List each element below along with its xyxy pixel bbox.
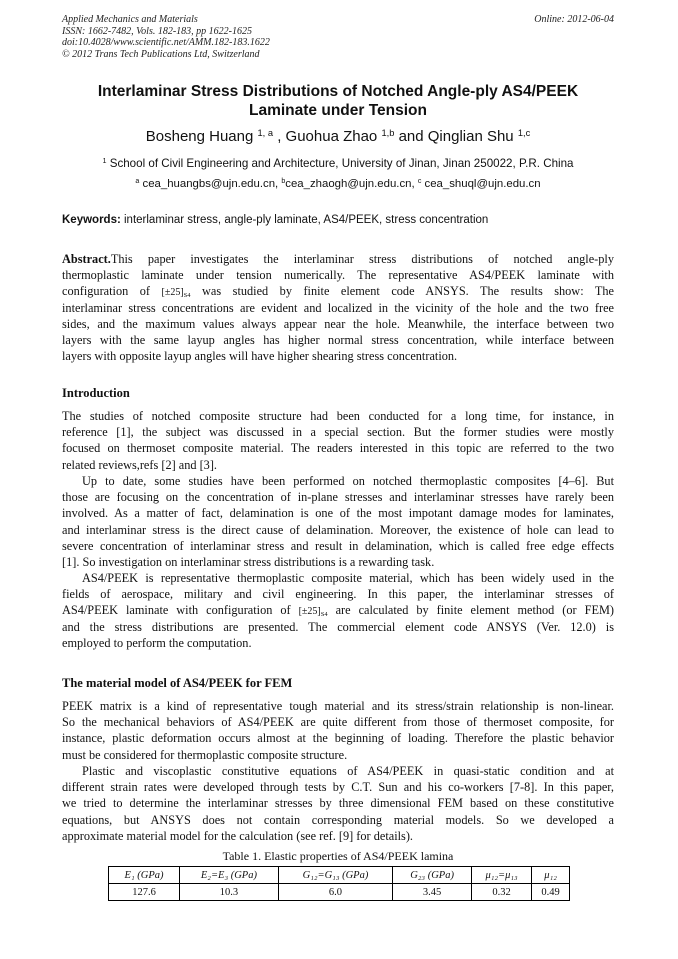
keywords-label: Keywords: [62, 214, 121, 226]
text-line: AS4/PEEK is representative thermoplastic composite material, which has been widely used in the [82, 571, 614, 585]
keywords-text: interlaminar stress, angle-ply laminate, AS4/PEEK, stress concentration [120, 214, 489, 226]
text-line: and the stress distributions are presented. The commercial element code ANSYS (Ver. 12.0) is [62, 619, 614, 634]
intro-paragraph-1 [62, 408, 614, 473]
affiliation-mark: 1 [102, 156, 107, 166]
table-cell: 0.32 [471, 884, 531, 901]
text-line: The studies of notched composite structure had been conducted for a long time, for instance, in [62, 409, 614, 423]
text-line: involved. As a matter of fact, delamination is one of the most impotant damage modes for laminates, [62, 506, 614, 521]
abstract-line: sides, and the maximum values always appear near the hole. Meanwhile, the interface between two [62, 316, 614, 331]
text-line: [1]. So investigation on interlaminar stress distributions is a rewarding task. [62, 554, 435, 569]
email-mark: a [135, 178, 140, 186]
email-mark: b [281, 178, 286, 186]
text-line: those are focusing on the concentration of in-plane stresses and interlaminar stresses have rarely been [62, 490, 614, 505]
abstract-line: layers with opposite layup angles will have higher shearing stress concentration. [62, 349, 458, 364]
email-mark: c [417, 178, 422, 186]
author-name: Bosheng Huang [145, 128, 254, 145]
text-line: PEEK matrix is a kind of representative tough material and its stress/strain relationship is non-linear. [62, 699, 614, 713]
abstract-line: Abstract.This paper investigates the interlaminar stress distributions of notched angle-ply [62, 252, 614, 266]
table-header-cell: μ₁₂=μ₁₃ [471, 867, 531, 884]
intro-paragraph-2 [62, 473, 614, 570]
intro-paragraph-3 [62, 570, 614, 651]
table-header-cell: E₂=E₃ (GPa) [180, 867, 279, 884]
text-line: different strain rates were developed through tests by C.T. Sun and his co-workers [7-8]. In this paper, [62, 780, 614, 795]
doi-line: doi:10.4028/www.scientific.net/AMM.182-183.1622 [62, 37, 270, 49]
text-line: approximate material model for the calculation (see ref. [9] for details). [62, 828, 413, 843]
section-heading-introduction: Introduction [62, 386, 130, 400]
issn-line: ISSN: 1662-7482, Vols. 182-183, pp 1622-1625 [62, 25, 252, 37]
text-line: fields of aerospace, military and civil engineering. In this paper, the interlaminar stresses of [62, 587, 614, 602]
table-header-cell: G₁₂=G₁₃ (GPa) [278, 867, 392, 884]
author-list [62, 128, 614, 146]
material-paragraph-2 [62, 763, 614, 844]
abstract-line: interlaminar stress concentrations are evident and localized in the vicinity of the hole and the two free [62, 300, 614, 315]
author-name: and Qinglian Shu [398, 128, 514, 145]
text-line: related reviews,refs [2] and [3]. [62, 457, 218, 472]
text-line: we tried to determine the interlaminar stresses by three dimensional FEM based on these constitutive [62, 796, 614, 811]
layup-notation: $[\pm 25]_{S4}$ [161, 287, 191, 300]
table-caption: Table 1. Elastic properties of AS4/PEEK lamina [222, 849, 454, 863]
text-line: instance, plastic deformation occurs almost at the beginning of loading. Therefore the plastic behavior [62, 731, 614, 746]
text-line: focused on thermoset composite material. The readers interested in this topic are referred to the two [62, 441, 614, 456]
abstract-line: thermoplastic laminate under tension numerically. The representative AS4/PEEK laminate with [62, 268, 614, 283]
table-header-cell: E₁ (GPa) [109, 867, 180, 884]
email-list [62, 177, 614, 192]
email-link[interactable]: cea_huangbs@ujn.edu.cn, [139, 178, 282, 190]
layup-notation: $[\pm 25]_{S4}$ [298, 606, 328, 619]
text-line: must be considered for thermoplastic composite structure. [62, 747, 348, 762]
table-cell: 6.0 [278, 884, 392, 901]
text-line: and interlaminar stress is the direct cause of delamination. Moreover, the existence of hole can lead to [62, 522, 614, 537]
abstract-line: configuration of $[\pm 25]_{S4}$ was studied by finite element code ANSYS. The results show: The [62, 284, 614, 300]
journal-header [62, 14, 614, 60]
text-line: employed to perform the computation. [62, 635, 252, 650]
abstract [62, 251, 614, 364]
journal-name: Applied Mechanics and Materials [62, 14, 198, 25]
table-header-cell: G₂₃ (GPa) [393, 867, 472, 884]
author-name: , Guohua Zhao [277, 128, 378, 145]
table-cell: 3.45 [393, 884, 472, 901]
table-header-cell: μ₁₂ [532, 867, 570, 884]
author-affiliation-mark: 1,b [381, 127, 395, 138]
table-row [109, 884, 570, 901]
email-link[interactable]: cea_zhaogh@ujn.edu.cn, [285, 178, 418, 190]
abstract-label: Abstract. [62, 252, 111, 266]
table-cell: 0.49 [532, 884, 570, 901]
text-line: Up to date, some studies have been performed on notched thermoplastic composites [4–6]. But [82, 474, 614, 488]
text-line: AS4/PEEK laminate with configuration of $[\pm 25]_{S4}$ are calculated by finite element method (or FEM) [62, 603, 614, 619]
title-line-2: Laminate under Tension [249, 102, 427, 119]
author-affiliation-mark: 1, a [257, 127, 274, 138]
text-line: So the mechanical behaviors of AS4/PEEK are quite different from those of thermoset composite, for [62, 715, 614, 730]
text-line: reference [1], the subject was discussed in a special section. But the former studies were mostly [62, 425, 614, 440]
paper-title [62, 82, 614, 120]
title-line-1: Interlaminar Stress Distributions of Notched Angle-ply AS4/PEEK [97, 83, 579, 100]
copyright-line: © 2012 Trans Tech Publications Ltd, Switzerland [62, 48, 260, 60]
material-paragraph-1 [62, 698, 614, 763]
table-header-row [109, 867, 570, 884]
author-affiliation-mark: 1,c [517, 127, 531, 138]
affiliation [62, 156, 614, 171]
keywords [62, 213, 614, 228]
text-line: Plastic and viscoplastic constitutive equations of AS4/PEEK in quasi-static condition and at [82, 764, 614, 778]
abstract-line: layers with the same layup angles has higher normal stress concentration, while interface between [62, 332, 614, 347]
affiliation-text: School of Civil Engineering and Architecture, University of Jinan, Jinan 250022, P.R. China [106, 157, 574, 170]
table-cell: 10.3 [180, 884, 279, 901]
online-date: Online: 2012-06-04 [534, 14, 614, 25]
text-line: severe concentration of interlaminar stress and result in delamination, which is called free edge effects [62, 538, 614, 553]
table-cell: 127.6 [109, 884, 180, 901]
elastic-properties-table [108, 866, 570, 901]
email-link[interactable]: cea_shuql@ujn.edu.cn [421, 178, 541, 190]
section-heading-material-model: The material model of AS4/PEEK for FEM [62, 676, 293, 690]
text-line: equations, but ANSYS does not contain corresponding material models. So we developed a [62, 812, 614, 827]
